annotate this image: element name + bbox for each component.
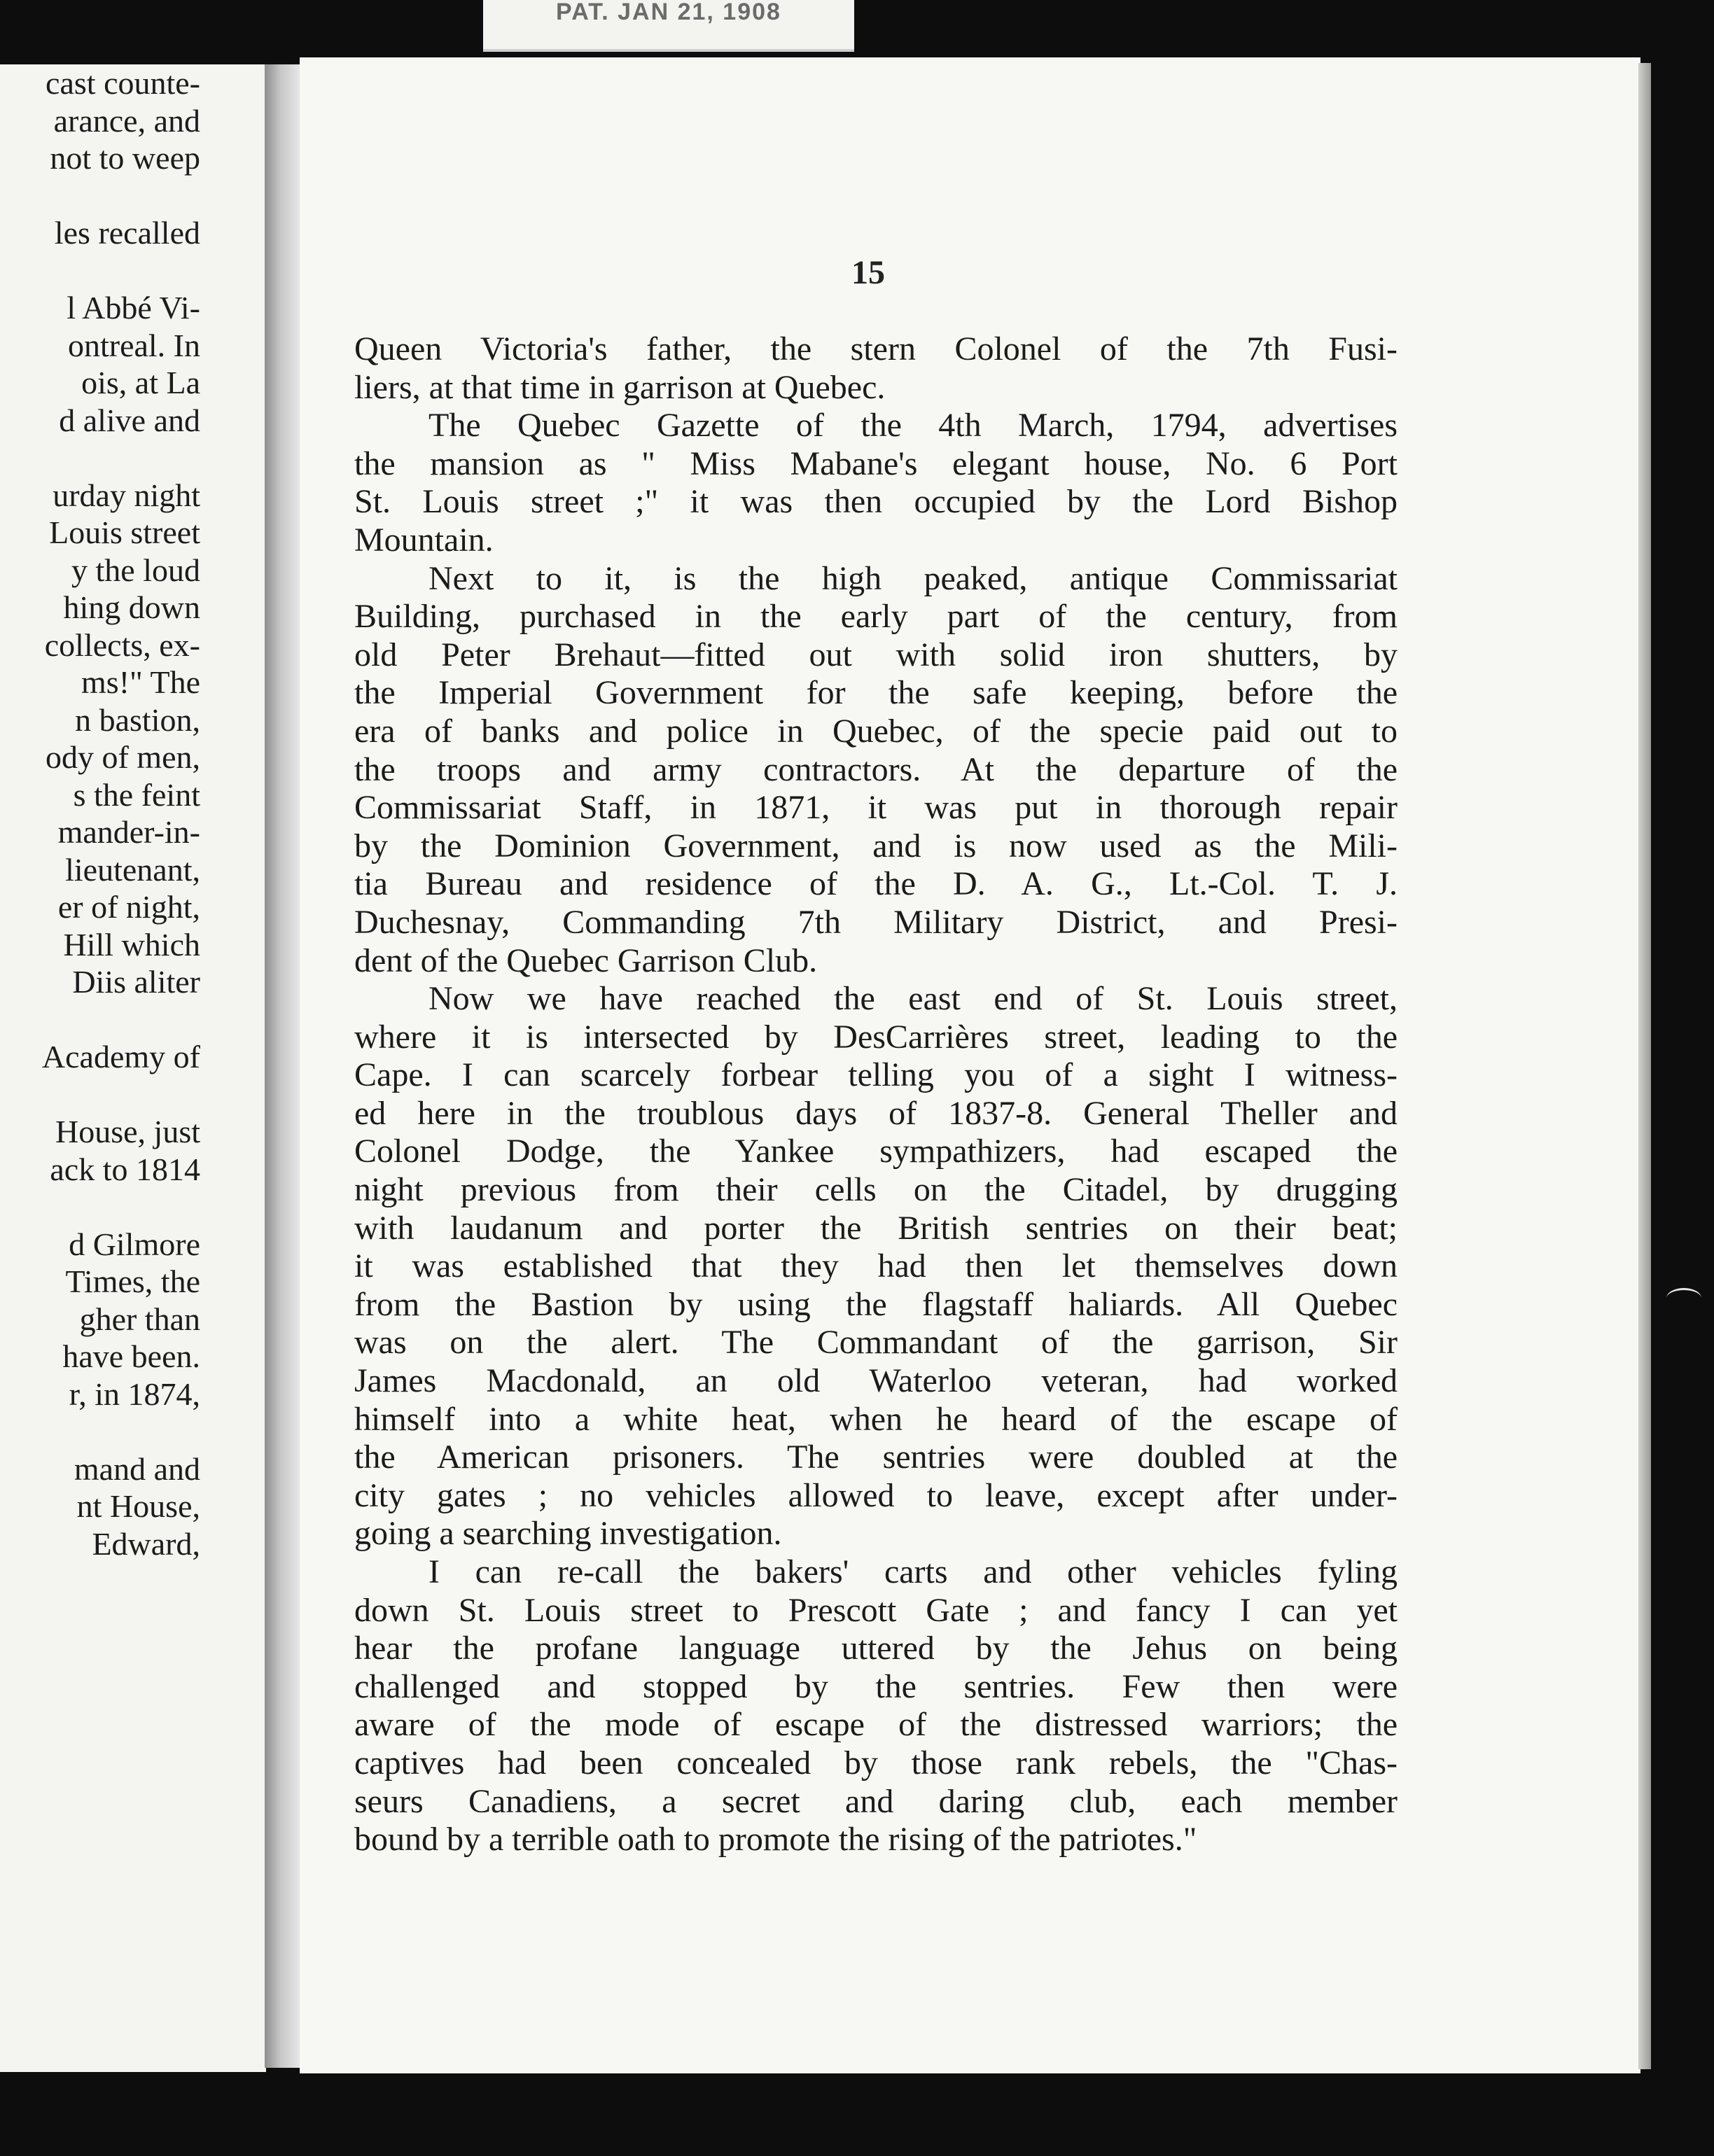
left-page-line: Louis street [49, 514, 200, 550]
text-line: it was established that they had then let themselves down [354, 1247, 1398, 1285]
scan-mark [1666, 1288, 1701, 1308]
page-number: 15 [851, 254, 885, 291]
text-line: Queen Victoria's father, the stern Colonel of the 7th Fusi- [354, 330, 1398, 368]
left-page [0, 64, 266, 2072]
left-page-line: Times, the [65, 1264, 200, 1299]
left-page-line: mander-in- [57, 814, 200, 850]
text-line: James Macdonald, an old Waterloo veteran, had worked [354, 1362, 1398, 1400]
left-page-line: Diis aliter [72, 964, 200, 1000]
text-line: where it is intersected by DesCarrières street, leading to the [354, 1018, 1398, 1056]
left-page-line [0, 1001, 200, 1039]
text-line: liers, at that time in garrison at Quebec. [354, 368, 886, 406]
left-page-line: r, in 1874, [69, 1376, 200, 1412]
page-gutter [265, 64, 300, 2068]
left-page-line: cast counte- [46, 65, 200, 101]
text-line: Mountain. [354, 521, 494, 559]
text-line: seurs Canadiens, a secret and daring club, each member [354, 1782, 1398, 1820]
left-page-line: ontreal. In [67, 327, 200, 363]
left-page-line: House, just [55, 1114, 200, 1149]
text-line: going a searching investigation. [354, 1515, 782, 1553]
text-line: old Peter Brehaut—fitted out with solid iron shutters, by [354, 636, 1398, 673]
left-page-line: ack to 1814 [50, 1151, 200, 1187]
patent-label [483, 0, 854, 52]
text-line: hear the profane language uttered by the Jehus on being [354, 1630, 1398, 1667]
text-line: himself into a white heat, when he heard of the escape of [354, 1400, 1398, 1438]
text-line: down St. Louis street to Prescott Gate ; and fancy I can yet [354, 1591, 1398, 1629]
left-page-line: urday night [53, 477, 200, 513]
text-line: tia Bureau and residence of the D. A. G., Lt.-Col. T. J. [354, 865, 1398, 903]
text-line: from the Bastion by using the flagstaff haliards. All Quebec [354, 1285, 1398, 1323]
text-line: challenged and stopped by the sentries. Few then were [354, 1667, 1398, 1705]
text-line: the American prisoners. The sentries were doubled at the [354, 1438, 1398, 1476]
text-line: Cape. I can scarcely forbear telling you of a sight I witness- [354, 1056, 1398, 1094]
left-page-line: arance, and [53, 102, 200, 139]
left-page-line: collects, ex- [44, 626, 200, 663]
text-line: The Quebec Gazette of the 4th March, 1794, advertises [428, 407, 1398, 444]
text-line: Duchesnay, Commanding 7th Military District, and Presi- [354, 903, 1398, 941]
left-page-line: n bastion, [75, 701, 200, 738]
text-line: ed here in the troublous days of 1837-8. General Theller and [354, 1094, 1398, 1132]
left-page-line: er of night, [57, 889, 200, 925]
text-line: city gates ; no vehicles allowed to leave, except after under- [354, 1476, 1398, 1514]
text-line: era of banks and police in Quebec, of the specie paid out to [354, 712, 1398, 750]
text-line: by the Dominion Government, and is now used as the Mili- [354, 827, 1398, 864]
left-page-line [0, 177, 200, 215]
text-line: Now we have reached the east end of St. Louis street, [428, 980, 1398, 1018]
body-text [354, 330, 1398, 1859]
left-page-line: l Abbé Vi- [67, 290, 200, 326]
text-line: the Imperial Government for the safe keeping, before the [354, 674, 1398, 712]
left-page-line: not to weep [50, 140, 200, 176]
text-line: St. Louis street ;" it was then occupied by the Lord Bishop [354, 483, 1398, 521]
text-line: the troops and army contractors. At the departure of the [354, 750, 1398, 788]
left-page-line: Academy of [41, 1039, 200, 1074]
text-line: Next to it, is the high peaked, antique Commissariat [428, 559, 1398, 597]
left-page-line [0, 1076, 200, 1114]
left-page-line: mand and [74, 1450, 200, 1487]
left-page-line: ody of men, [45, 739, 200, 775]
left-page-line: ms!" The [81, 664, 200, 700]
text-line: the mansion as " Miss Mabane's elegant house, No. 6 Port [354, 444, 1398, 482]
text-line: Building, purchased in the early part of the century, from [354, 598, 1398, 636]
left-page-text [0, 64, 200, 1562]
left-page-line [0, 439, 200, 477]
left-page-line [0, 1188, 200, 1226]
text-line: bound by a terrible oath to promote the rising of the patriotes." [354, 1821, 1197, 1858]
text-line: was on the alert. The Commandant of the garrison, Sir [354, 1324, 1398, 1362]
left-page-line: nt House, [76, 1488, 200, 1524]
text-line: captives had been concealed by those rank rebels, the "Chas- [354, 1744, 1398, 1782]
left-page-line [0, 1413, 200, 1450]
left-page-line: have been. [62, 1338, 200, 1374]
text-line: with laudanum and porter the British sentries on their beat; [354, 1209, 1398, 1247]
text-line: I can re-call the bakers' carts and other vehicles fyling [428, 1553, 1398, 1590]
left-page-line: hing down [63, 589, 200, 625]
left-page-line: s the feint [73, 776, 200, 813]
left-page-line: lieutenant, [65, 851, 200, 888]
patent-label-text: PAT. JAN 21, 1908 [556, 0, 781, 25]
text-line: aware of the mode of escape of the distressed warriors; the [354, 1706, 1398, 1744]
left-page-line: y the loud [71, 552, 200, 588]
left-page-line [0, 252, 200, 290]
left-page-line: d Gilmore [69, 1226, 200, 1262]
left-page-line: Hill which [63, 926, 200, 962]
left-page-line: les recalled [54, 215, 200, 251]
text-line: Commissariat Staff, in 1871, it was put in thorough repair [354, 789, 1398, 827]
left-page-line: gher than [79, 1301, 200, 1337]
text-line: dent of the Quebec Garrison Club. [354, 941, 818, 979]
text-line: Colonel Dodge, the Yankee sympathizers, had escaped the [354, 1133, 1398, 1170]
left-page-line: ois, at La [81, 365, 200, 400]
text-line: night previous from their cells on the Citadel, by drugging [354, 1171, 1398, 1209]
left-page-line: Edward, [92, 1525, 200, 1562]
page-edge [1638, 63, 1651, 2069]
left-page-line: d alive and [59, 402, 200, 438]
